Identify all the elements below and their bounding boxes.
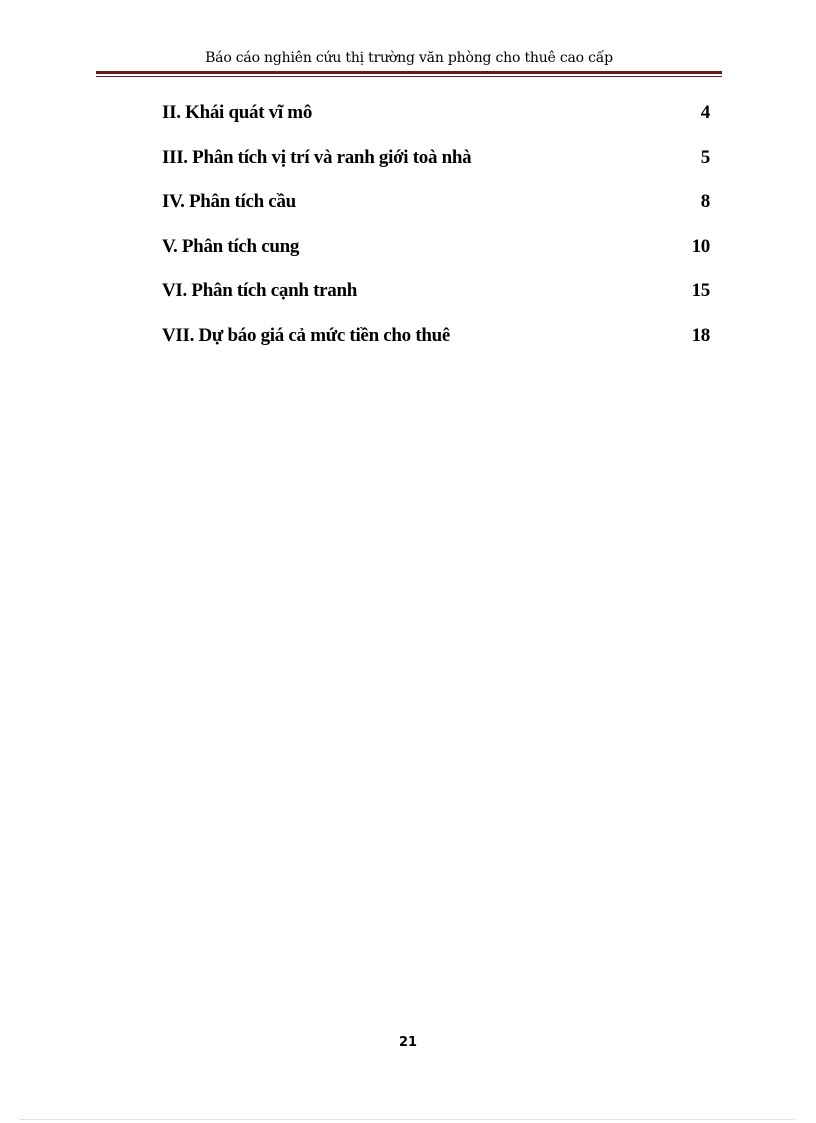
- header-rule: [96, 71, 722, 78]
- toc-entry-label: III. Phân tích vị trí và ranh giới toà nhà: [162, 146, 472, 168]
- toc-entry: [162, 147, 710, 192]
- toc-entry-label: II. Khái quát vĩ mô: [162, 102, 313, 123]
- toc-entry-page: 18: [691, 324, 710, 346]
- header-rule-thick: [96, 71, 722, 74]
- toc-entry-page: 15: [691, 280, 710, 302]
- toc-entry-page: 4: [700, 102, 710, 123]
- toc-entry-label: VII. Dự báo giá cả mức tiền cho thuê: [162, 324, 451, 346]
- toc-entry-page: 10: [691, 235, 710, 257]
- toc-entry: [162, 191, 710, 236]
- toc-entry-page: 5: [700, 146, 710, 168]
- page-number: 21: [398, 1035, 418, 1050]
- toc-entry: [162, 236, 710, 281]
- toc-entry: [162, 280, 710, 325]
- toc-entry-page: 8: [700, 191, 710, 213]
- toc-entry: [162, 102, 710, 147]
- toc-entry-label: IV. Phân tích cầu: [162, 191, 296, 213]
- header-title: Báo cáo nghiên cứu thị trường văn phòng cho thuê cao cấp: [205, 50, 613, 66]
- toc-entry: [162, 325, 710, 370]
- table-of-contents: [162, 102, 710, 370]
- toc-entry-label: V. Phân tích cung: [162, 235, 300, 257]
- toc-entry-label: VI. Phân tích cạnh tranh: [162, 280, 357, 302]
- header-rule-thin: [96, 76, 722, 77]
- page-bottom-border: [20, 1119, 796, 1120]
